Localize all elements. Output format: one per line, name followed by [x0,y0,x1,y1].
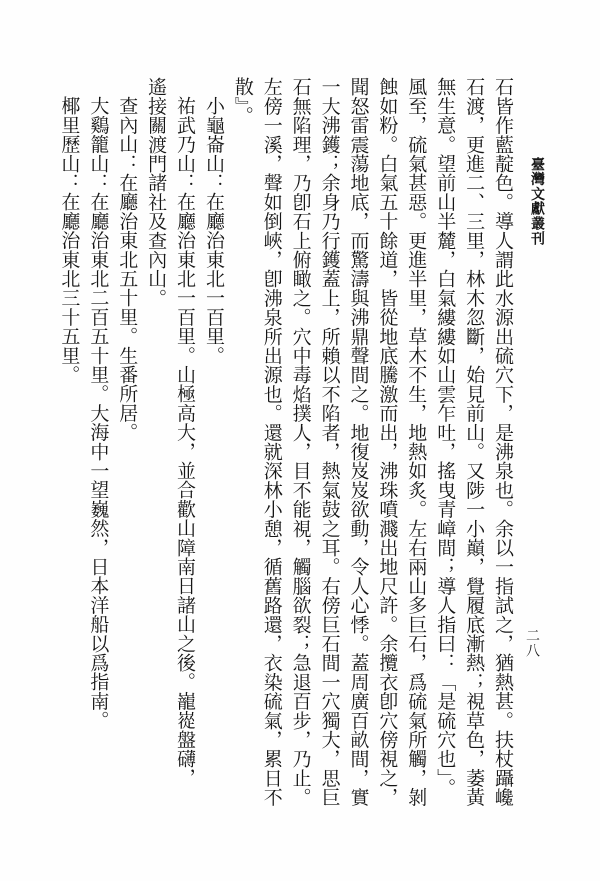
text-column-entry: 大鷄籠山：在廳治東北二百五十里。大海中一望巍然，日本洋船以爲指南。 [87,96,109,730]
text-column: 蝕如粉。白氣五十餘道，皆從地底騰激而出，沸珠噴濺出地尺許。余攬衣卽穴傍視之， [376,77,398,807]
text-column: 遙接關渡門諸社及查內山。 [145,77,167,308]
text-column: 石無陷理，乃卽石上俯瞰之。穴中毒焰撲人，目不能視，觸腦欲裂；急退百步，乃止。 [289,77,311,807]
text-column-entry: 查內山：在廳治東北五十里。生番所居。 [116,96,138,442]
text-column-entry: 祐武乃山：在廳治東北一百里。山極高大，並合歡山障南日諸山之後。巃嵸盤礴， [174,96,196,788]
text-column: 無生意。望前山半麓，白氣縷縷如山雲乍吐，搖曳青嶂間；導人指曰：「是硫穴也」。 [434,77,456,798]
text-column-entry: 椰里歷山：在廳治東北三十五里。 [58,96,80,385]
text-column: 風至，硫氣甚惡。更進半里，草木不生，地熱如炙。左右兩山多巨石，爲硫氣所觸，剝 [405,77,427,807]
text-column: 石皆作藍靛色。導人謂此水源出硫穴下，是沸泉也。余以一指試之，猶熱甚。扶杖躡巉 [492,77,513,807]
text-column: 一大沸鑊；余身乃行鑊蓋上，所賴以不陷者，熱氣鼓之耳。右傍巨石間一穴獨大，思巨 [318,77,340,807]
text-column: 散』。 [231,77,253,126]
running-head-series-title: 臺灣文獻叢刊 [529,157,544,246]
text-column-entry: 小龜崙山：在廳治東北一百里。 [202,96,224,365]
main-text-block [54,77,517,817]
text-column: 左傍一溪，聲如倒峽，卽沸泉所出源也。還就深林小憩，循舊路還，衣染硫氣，累日不 [260,77,282,807]
text-column: 石渡，更進二、三里，林木忽斷，始見前山。又陟一小巔，覺履底漸熱；視草色，萎黃 [463,77,485,807]
page-number: 二八 [524,628,539,658]
text-column: 聞怒雷震蕩地底，而驚濤與沸鼎聲間之。地復岌岌欲動，令人心悸。蓋周廣百畝間，實 [347,77,369,807]
